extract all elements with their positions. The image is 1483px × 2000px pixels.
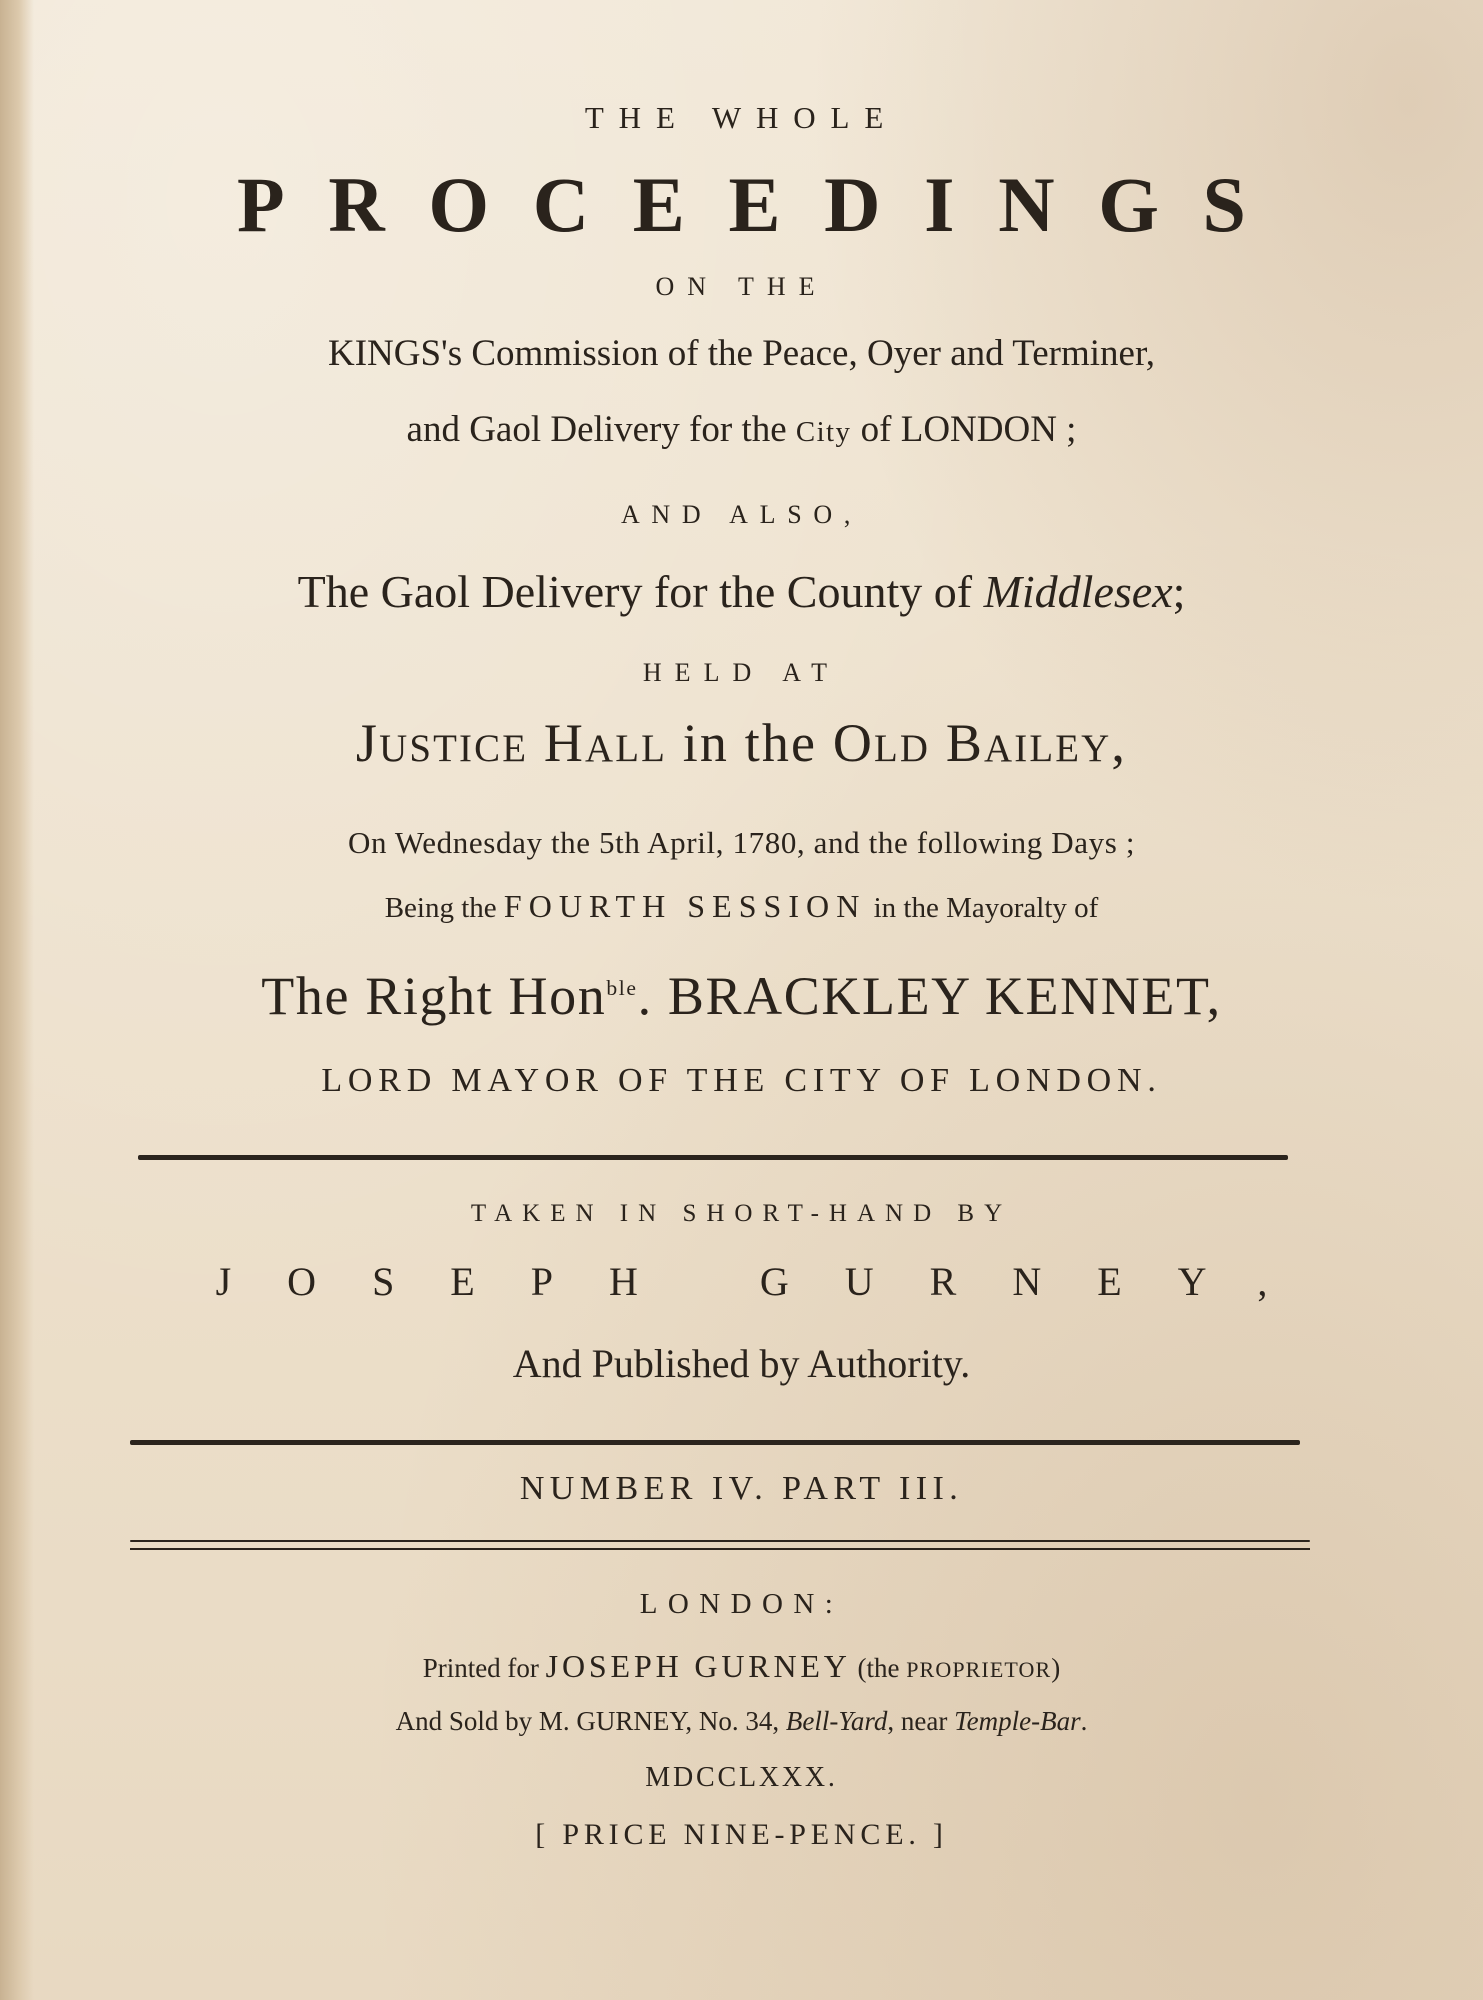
being-the-text: Being the (384, 892, 504, 924)
gaol-delivery-text: and Gaol Delivery for the (406, 409, 796, 450)
session-line (0, 888, 1483, 925)
heading-the-whole: THE WHOLE (584, 100, 899, 135)
gaol-delivery-city-line (0, 408, 1483, 451)
heading-proceedings: PROCEEDINGS (237, 161, 1290, 248)
hall-initial: H (543, 713, 585, 773)
fourth-session-text: FOURTH SESSION (503, 888, 867, 924)
county-punct: ; (1172, 566, 1186, 617)
sold-by-text: And Sold by M. GURNEY, No. 34, (395, 1706, 786, 1736)
county-text: The Gaol Delivery for the County of (297, 566, 984, 617)
justice-hall-punct: , (1111, 713, 1128, 773)
commission-line: KINGS's Commission of the Peace, Oyer and Terminer, (327, 333, 1156, 374)
and-also-line: AND ALSO, (620, 500, 863, 529)
published-by-authority-line: And Published by Authority. (512, 1341, 971, 1386)
close-paren: ) (1051, 1653, 1061, 1683)
lord-mayor-title-line: LORD MAYOR OF THE CITY OF LONDON. (321, 1062, 1162, 1099)
date-line: On Wednesday the 5th April, 1780, and the following Days ; (347, 825, 1136, 860)
imprint-sold-by (0, 1706, 1483, 1737)
lord-mayor-name-line (0, 965, 1483, 1027)
divider-rule (130, 1440, 1300, 1445)
imprint-printed-for (0, 1648, 1483, 1685)
old-rest: LD (873, 727, 931, 770)
brackley-kennet-text: . BRACKLEY KENNET, (637, 966, 1222, 1026)
imprint-london: LONDON: (639, 1588, 844, 1620)
near-text: , near (887, 1706, 955, 1736)
city-word: City (795, 416, 852, 448)
heading-on-the: ON THE (655, 272, 828, 301)
imprint-year: MDCCLXXX. (645, 1762, 838, 1793)
divider-rule (138, 1155, 1288, 1160)
bailey-initial: B (945, 713, 984, 773)
taken-in-shorthand-line: TAKEN IN SHORT-HAND BY (470, 1200, 1013, 1227)
middlesex-word: Middlesex (983, 566, 1173, 617)
price-line: [ PRICE NINE-PENCE. ] (535, 1818, 948, 1851)
right-hon-text: The Right Hon (261, 966, 607, 1026)
bailey-rest: AILEY (984, 727, 1112, 770)
temple-bar-text: Temple-Bar (954, 1706, 1081, 1736)
in-the-text: in the (667, 713, 833, 773)
divider-double-rule (130, 1540, 1310, 1542)
justice-initial: J (355, 713, 380, 773)
justice-hall-line (0, 712, 1483, 774)
sold-by-punct: . (1080, 1706, 1088, 1736)
proprietor-word: PROPRIETOR (906, 1657, 1052, 1682)
printed-for-text: Printed for (422, 1653, 546, 1683)
joseph-gurney-line: JOSEPH GURNEY, (215, 1259, 1324, 1304)
mayoralty-text: in the Mayoralty of (866, 892, 1099, 924)
old-initial: O (832, 713, 874, 773)
the-text: (the (850, 1653, 907, 1683)
county-middlesex-line (0, 565, 1483, 618)
printer-name: JOSEPH GURNEY (545, 1648, 851, 1684)
hall-rest: ALL (584, 727, 668, 770)
of-london-text: of LONDON ; (851, 409, 1077, 450)
number-part-line: NUMBER IV. PART III. (519, 1470, 964, 1507)
justice-rest: USTICE (379, 727, 529, 770)
hon-superscript: ble (606, 976, 638, 1000)
bell-yard-text: Bell-Yard (785, 1706, 888, 1736)
held-at-line: HELD AT (642, 658, 841, 687)
